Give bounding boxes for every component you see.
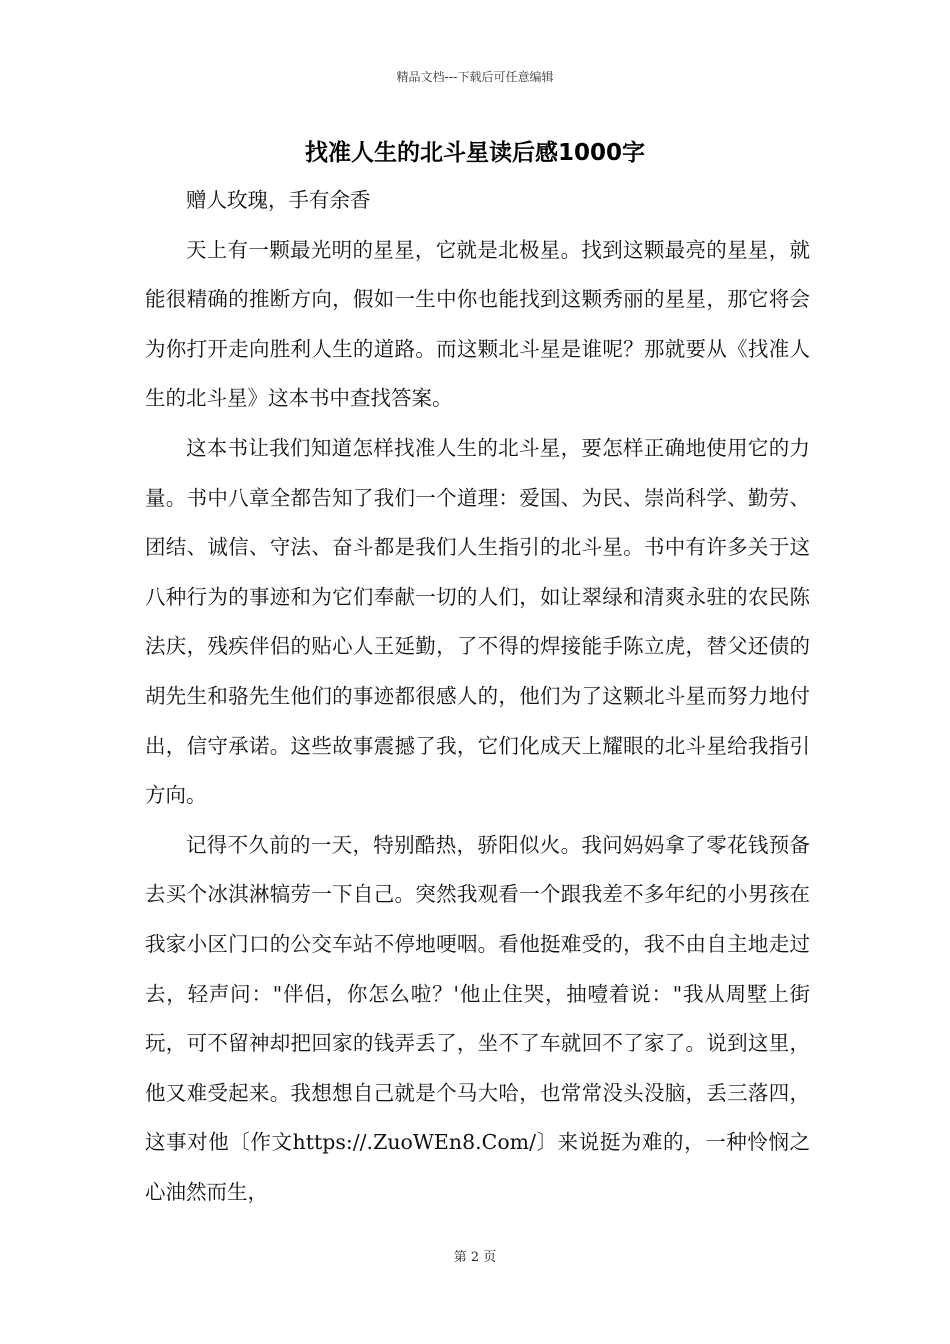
paragraph: 天上有一颗最光明的星星，它就是北极星。找到这颗最亮的星星，就能很精确的推断方向，假如一生中你也能找到这颗秀丽的星星，那它将会为你打开走向胜利人生的道路。而这颗北斗星是谁呢？那就要从《找准人生的北斗星》这本书中查找答案。 bbox=[145, 237, 810, 411]
document-title: 找准人生的北斗星读后感1000字 bbox=[304, 140, 645, 166]
paragraph: 这本书让我们知道怎样找准人生的北斗星，要怎样正确地使用它的力量。书中八章全都告知了我们一个道理：爱国、为民、崇尚科学、勤劳、团结、诚信、守法、奋斗都是我们人生指引的北斗星。书中有许多关于这八种行为的事迹和为它们奉献一切的人们，如让翠绿和清爽永驻的农民陈法庆，残疾伴侣的贴心人王延勤，了不得的焊接能手陈立虎，替父还债的胡先生和骆先生他们的事迹都很感人的，他们为了这颗北斗星而努力地付出，信守承诺。这些故事震撼了我，它们化成天上耀眼的北斗星给我指引方向。 bbox=[145, 435, 810, 808]
paragraph: 赠人玫瑰，手有余香 bbox=[186, 188, 371, 212]
page-header: 精品文档---下载后可任意编辑 bbox=[396, 70, 554, 84]
document-body bbox=[145, 176, 810, 1217]
paragraph: 记得不久前的一天，特别酷热，骄阳似火。我问妈妈拿了零花钱预备去买个冰淇淋犒劳一下自己。突然我观看一个跟我差不多年纪的小男孩在我家小区门口的公交车站不停地哽咽。看他挺难受的，我不由自主地走过去，轻声问："伴侣，你怎么啦？'他止住哭，抽噎着说："我从周墅上街玩，可不留神却把回家的钱弄丢了，坐不了车就回不了家了。说到这里，他又难受起来。我想想自己就是个马大哈，也常常没头没脑，丢三落四，这事对他〔作文https://.ZuoWEn8.Com/〕来说挺为难的，一种怜悯之心油然而生， bbox=[145, 832, 810, 1204]
page-number: 第 2 页 bbox=[453, 1250, 497, 1265]
